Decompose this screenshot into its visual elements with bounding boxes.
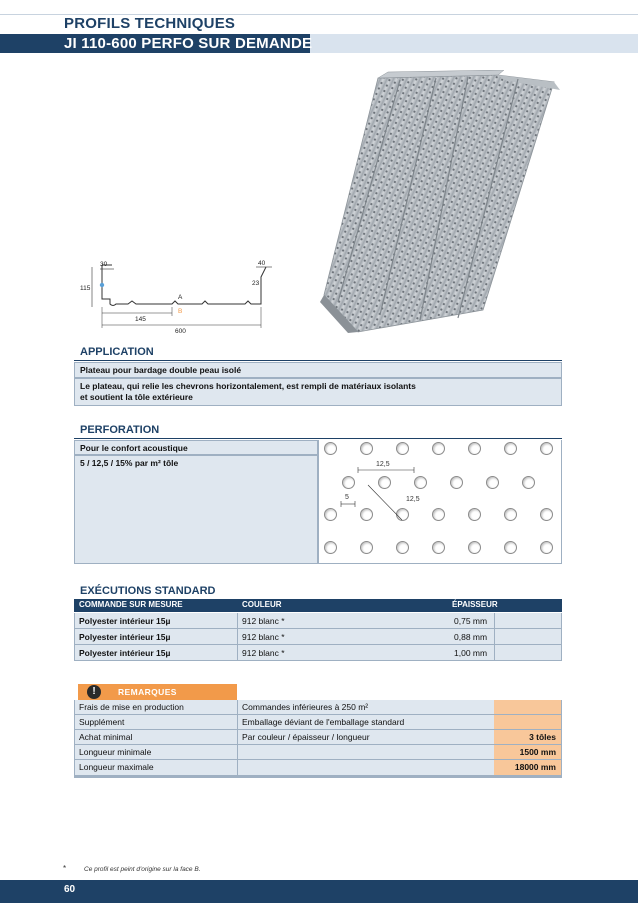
footnote-text: Ce profil est peint d'origine sur la face B. <box>84 866 201 873</box>
footer-bar <box>0 880 638 903</box>
executions-header-epaisseur: ÉPAISSEUR <box>452 600 498 609</box>
page-title: PROFILS TECHNIQUES <box>64 15 236 32</box>
table-row <box>74 629 562 645</box>
perforation-divider <box>318 440 319 564</box>
executions-header-commande: COMMANDE SUR MESURE <box>79 600 183 609</box>
application-rule <box>74 360 562 361</box>
remarks-border-right <box>561 700 562 776</box>
remarks-border-left <box>74 700 75 776</box>
remark-value: 1500 mm <box>519 747 556 757</box>
perforation-rule <box>74 438 562 439</box>
exec-epaisseur: 1,00 mm <box>454 648 488 658</box>
exec-col-divider-2 <box>494 613 495 661</box>
remark-label: Frais de mise en production <box>79 702 184 712</box>
remarks-col-divider <box>237 700 238 776</box>
dim-pitch: 12,5 <box>376 461 390 468</box>
exec-border-right <box>561 613 562 661</box>
remark-value-cell <box>494 700 562 714</box>
remark-desc: Commandes inférieures à 250 m² <box>242 702 369 712</box>
remark-label: Longueur maximale <box>79 762 154 772</box>
perforation-row-1: Pour le confort acoustique <box>74 440 318 455</box>
dim-diagonal: 12,5 <box>406 496 420 503</box>
application-row-1: Plateau pour bardage double peau isolé <box>74 362 562 378</box>
dim-23: 23 <box>252 280 260 287</box>
exec-couleur: 912 blanc * <box>242 616 285 626</box>
table-row <box>74 613 562 629</box>
remark-label: Achat minimal <box>79 732 133 742</box>
remark-label: Supplément <box>79 717 125 727</box>
remarks-title: REMARQUES <box>118 687 177 697</box>
remark-value-cell <box>494 715 562 729</box>
page-number: 60 <box>64 884 76 895</box>
application-row-2-line-1: Le plateau, qui relie les chevrons horizontalement, est rempli de matériaux isolants <box>80 381 416 391</box>
perforation-pattern <box>318 440 562 564</box>
remark-value: 3 tôles <box>529 732 556 742</box>
exec-border-left <box>74 613 75 661</box>
perforation-border-right <box>561 440 562 564</box>
remark-desc: Par couleur / épaisseur / longueur <box>242 732 370 742</box>
perforation-border-bottom <box>318 563 562 564</box>
application-row-2 <box>74 378 562 406</box>
face-a-label: A <box>178 294 183 301</box>
remark-desc: Emballage déviant de l'emballage standard <box>242 717 405 727</box>
alert-icon: ! <box>87 685 101 699</box>
perforation-row-2: 5 / 12,5 / 15% par m² tôle <box>74 455 318 564</box>
dim-diameter: 5 <box>345 494 349 501</box>
table-row <box>74 745 562 760</box>
exec-commande: Polyester intérieur 15µ <box>79 616 171 626</box>
face-b-label: B <box>178 308 183 315</box>
profile-marker-icon <box>100 283 104 287</box>
perforation-dimensions <box>318 440 562 564</box>
exec-commande: Polyester intérieur 15µ <box>79 648 171 658</box>
table-row <box>74 760 562 776</box>
table-row <box>74 645 562 661</box>
remarks-bottom-rule <box>74 776 562 778</box>
dim-145: 145 <box>135 316 146 323</box>
page-subtitle: JI 110-600 PERFO SUR DEMANDE <box>64 35 313 52</box>
exec-epaisseur: 0,75 mm <box>454 616 488 626</box>
exec-col-divider-1 <box>237 613 238 661</box>
remark-label: Longueur minimale <box>79 747 152 757</box>
remark-value: 18000 mm <box>514 762 556 772</box>
dim-600: 600 <box>175 328 186 335</box>
executions-header-couleur: COULEUR <box>242 600 282 609</box>
application-row-2-line-2: et soutient la tôle extérieure <box>80 392 193 402</box>
exec-commande: Polyester intérieur 15µ <box>79 632 171 642</box>
dim-115: 115 <box>80 285 91 292</box>
dim-40: 40 <box>258 260 266 267</box>
exec-epaisseur: 0,88 mm <box>454 632 488 642</box>
table-row <box>74 715 562 730</box>
footnote-star: * <box>63 864 67 873</box>
perforation-title: PERFORATION <box>80 424 160 436</box>
dim-30: 30 <box>100 261 108 268</box>
executions-title: EXÉCUTIONS STANDARD <box>80 585 216 597</box>
exec-couleur: 912 blanc * <box>242 632 285 642</box>
application-title: APPLICATION <box>80 346 154 358</box>
profile-section-diagram <box>80 255 290 340</box>
table-row <box>74 700 562 715</box>
table-row <box>74 730 562 745</box>
perforated-panel-image <box>318 70 562 335</box>
exec-couleur: 912 blanc * <box>242 648 285 658</box>
